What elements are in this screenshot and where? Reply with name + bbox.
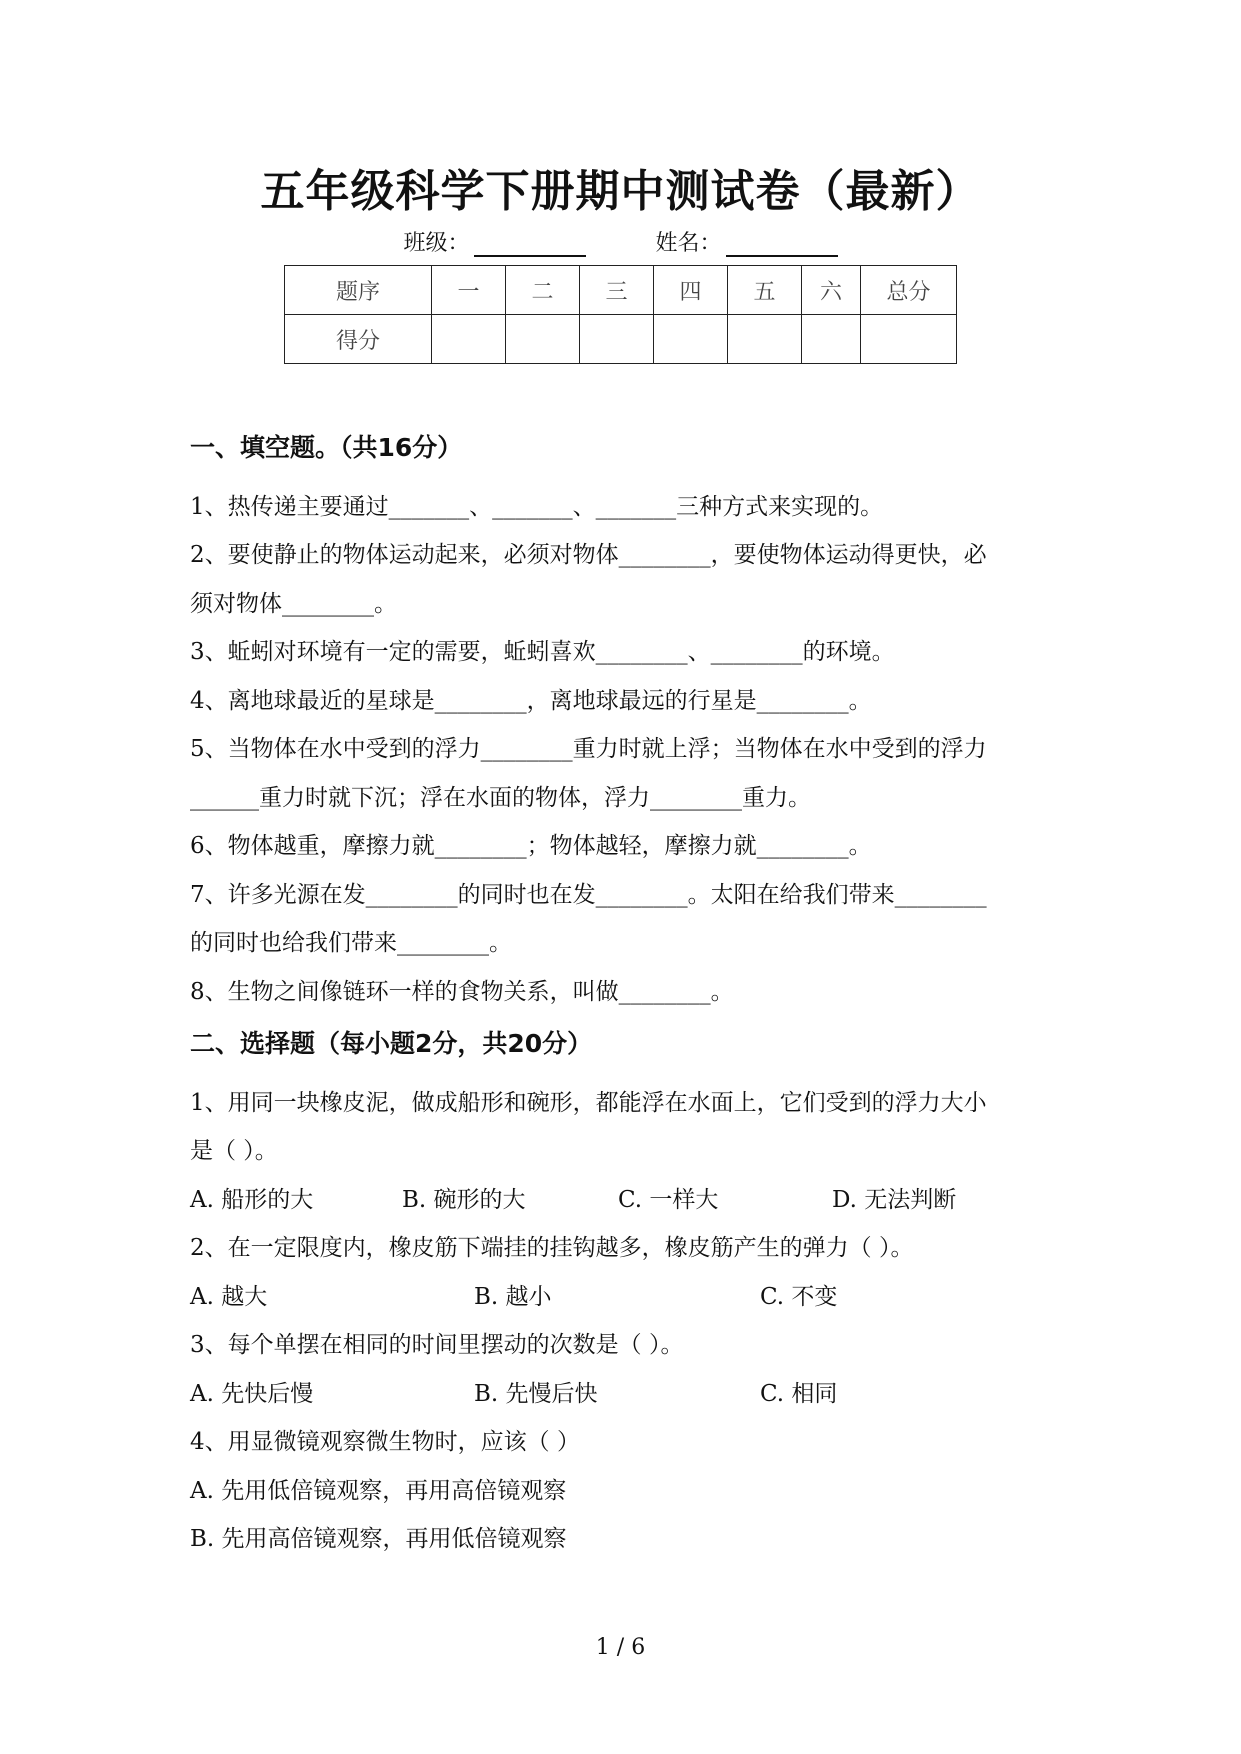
question-line: 4、离地球最近的星球是________，离地球最远的行星是________。 [190, 688, 872, 714]
class-label: 班级： [403, 231, 470, 256]
score-cell[interactable] [432, 315, 506, 364]
question-line: 4、用显微镜观察微生物时，应该（ ） [190, 1429, 580, 1455]
score-header-cell: 六 [802, 266, 861, 315]
option[interactable]: A. 先快后慢 [190, 1381, 314, 1407]
question-line: 是（ ）。 [190, 1138, 278, 1164]
student-info [0, 226, 1241, 257]
question-line: 3、每个单摆在相同的时间里摆动的次数是（ ）。 [190, 1332, 684, 1358]
score-header-cell: 三 [580, 266, 654, 315]
section-heading-choice: 二、选择题（每小题2分，共20分） [190, 1029, 593, 1058]
score-table-score-row [285, 315, 957, 364]
option[interactable]: B. 碗形的大 [402, 1187, 526, 1213]
class-field [403, 226, 585, 257]
score-header-cell: 总分 [861, 266, 957, 315]
question-line: 的同时也给我们带来________。 [190, 930, 512, 956]
score-cell[interactable] [802, 315, 861, 364]
option[interactable]: C. 不变 [760, 1284, 838, 1310]
option[interactable]: A. 船形的大 [190, 1187, 314, 1213]
page-title: 五年级科学下册期中测试卷（最新） [260, 166, 981, 217]
question-line: 2、要使静止的物体运动起来，必须对物体________，要使物体运动得更快，必 [190, 542, 987, 568]
score-table-header-row [285, 266, 957, 315]
score-cell[interactable] [654, 315, 728, 364]
page-number: 1 / 6 [595, 1635, 646, 1660]
score-header-cell: 二 [506, 266, 580, 315]
score-table [284, 265, 957, 364]
option[interactable]: D. 无法判断 [832, 1187, 957, 1213]
option[interactable]: C. 相同 [760, 1381, 838, 1407]
score-header-cell: 四 [654, 266, 728, 315]
score-header-cell: 一 [432, 266, 506, 315]
question-line: 8、生物之间像链环一样的食物关系，叫做________。 [190, 979, 734, 1005]
score-cell[interactable] [580, 315, 654, 364]
name-blank[interactable] [726, 233, 838, 257]
question-line: 2、在一定限度内，橡皮筋下端挂的挂钩越多，橡皮筋产生的弹力（ ）。 [190, 1235, 914, 1261]
score-header-cell: 五 [728, 266, 802, 315]
score-row-label: 得分 [285, 315, 432, 364]
class-blank[interactable] [474, 233, 586, 257]
score-cell[interactable] [861, 315, 957, 364]
question-line: 1、用同一块橡皮泥，做成船形和碗形，都能浮在水面上，它们受到的浮力大小 [190, 1090, 987, 1116]
option[interactable]: B. 先用高倍镜观察，再用低倍镜观察 [190, 1526, 567, 1552]
score-cell[interactable] [728, 315, 802, 364]
question-line: 6、物体越重，摩擦力就________；物体越轻，摩擦力就________。 [190, 833, 872, 859]
name-label: 姓名： [655, 231, 722, 256]
question-line: ______重力时就下沉；浮在水面的物体，浮力________重力。 [190, 785, 811, 811]
question-line: 3、蚯蚓对环境有一定的需要，蚯蚓喜欢________、________的环境。 [190, 639, 895, 665]
score-cell[interactable] [506, 315, 580, 364]
option[interactable]: B. 越小 [474, 1284, 552, 1310]
question-line: 须对物体________。 [190, 591, 397, 617]
section-heading-fill-blank: 一、填空题。（共16分） [190, 433, 463, 462]
score-header-cell: 题序 [285, 266, 432, 315]
option[interactable]: A. 先用低倍镜观察，再用高倍镜观察 [190, 1478, 567, 1504]
name-field [656, 226, 838, 257]
option[interactable]: C. 一样大 [618, 1187, 719, 1213]
option[interactable]: A. 越大 [190, 1284, 268, 1310]
option[interactable]: B. 先慢后快 [474, 1381, 598, 1407]
question-line: 7、许多光源在发________的同时也在发________。太阳在给我们带来________ [190, 882, 987, 908]
question-line: 5、当物体在水中受到的浮力________重力时就上浮；当物体在水中受到的浮力 [190, 736, 987, 762]
question-line: 1、热传递主要通过_______、_______、_______三种方式来实现的。 [190, 494, 884, 520]
